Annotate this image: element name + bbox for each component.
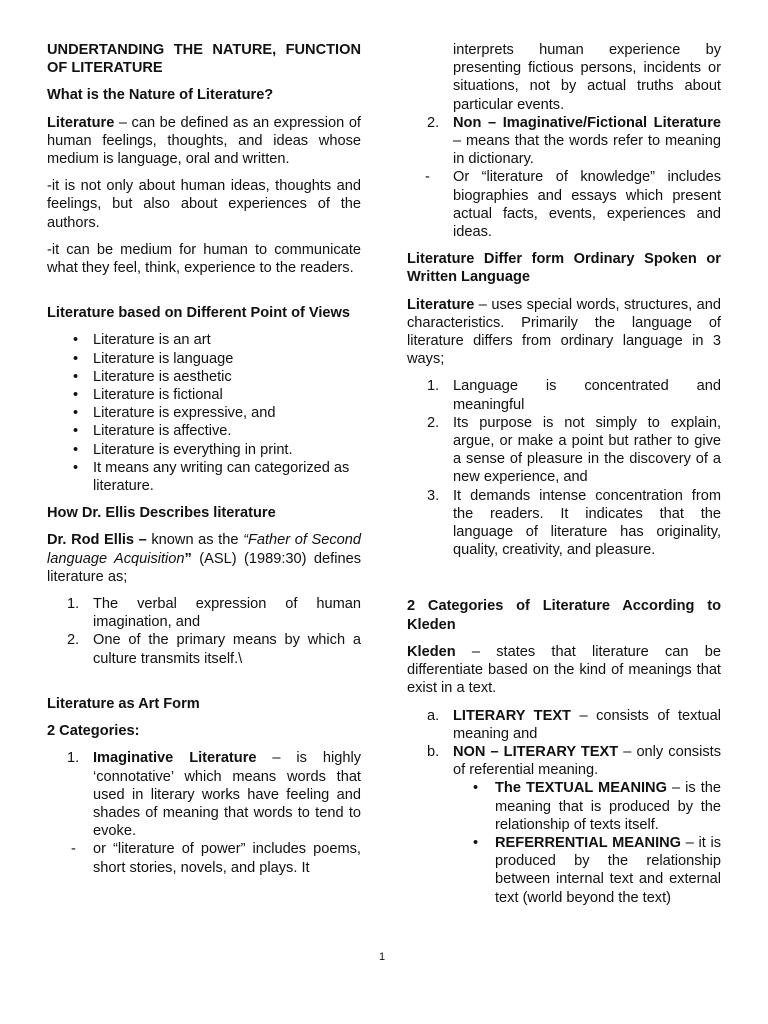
term-textual-meaning: The TEXTUAL MEANING bbox=[495, 780, 667, 797]
term-literature: Literature bbox=[407, 296, 475, 313]
differ-paragraph bbox=[407, 296, 721, 369]
ellis-title: “Father of Second language Acquisition bbox=[47, 532, 361, 567]
literature-definition bbox=[47, 114, 361, 169]
list-item-text: Literature is aesthetic bbox=[93, 368, 232, 385]
list-item-text: – consists of textual meaning and bbox=[453, 707, 721, 742]
art-categories-list bbox=[47, 749, 361, 876]
list-item-text: It means any writing can categorized as literature. bbox=[93, 459, 350, 495]
bullet-icon: • bbox=[73, 459, 79, 476]
list-item-text: – means that the words refer to meaning in dictionary. bbox=[453, 133, 721, 168]
list-letter: a. bbox=[427, 707, 440, 724]
ways-list bbox=[407, 377, 721, 559]
list-item bbox=[47, 441, 361, 459]
kleden-text: – states that literature can be differentiate based on the kind of meanings that exist in a text. bbox=[407, 643, 721, 697]
spacer bbox=[47, 677, 361, 695]
definition-text: – can be defined as an expression of human feelings, thoughts, and ideas whose medium is language, oral and written. bbox=[47, 114, 361, 168]
heading-categories: 2 Categories: bbox=[47, 723, 140, 740]
list-item-text: – it is produced by the relationship between internal text and external text (world beyond the text) bbox=[495, 834, 721, 906]
list-number: 3. bbox=[427, 487, 440, 504]
list-item bbox=[407, 487, 721, 560]
list-item bbox=[407, 377, 721, 413]
heading-kleden: 2 Categories of Literature According to Kleden bbox=[407, 598, 721, 633]
bullet-icon: • bbox=[73, 441, 79, 458]
heading-ellis: How Dr. Ellis Describes literature bbox=[47, 505, 276, 522]
list-dash: - bbox=[425, 169, 430, 186]
list-item bbox=[47, 386, 361, 404]
list-item-text: or “literature of power” includes poems, short stories, novels, and plays. It bbox=[93, 841, 361, 876]
list-item-text: Literature is language bbox=[93, 350, 234, 367]
list-item bbox=[407, 41, 721, 114]
kleden-paragraph bbox=[407, 643, 721, 698]
list-item bbox=[407, 834, 721, 907]
list-item bbox=[407, 707, 721, 743]
list-item bbox=[47, 404, 361, 422]
bullet-icon: • bbox=[73, 405, 79, 422]
list-item-text: Language is concentrated and meaningful bbox=[453, 378, 721, 413]
list-item-text: Literature is an art bbox=[93, 332, 211, 349]
list-item-text: The verbal expression of human imagination, and bbox=[93, 596, 361, 631]
list-letter: b. bbox=[427, 743, 440, 760]
list-item bbox=[47, 749, 361, 840]
list-item-text: Or “literature of knowledge” includes biographies and essays which present actual facts, events, experiences and ideas. bbox=[453, 169, 721, 241]
bullet-icon: • bbox=[73, 332, 79, 349]
heading-nature: What is the Nature of Literature? bbox=[47, 87, 274, 104]
list-item bbox=[47, 840, 361, 876]
meaning-sublist bbox=[407, 779, 721, 906]
list-dash: - bbox=[71, 841, 76, 858]
list-item bbox=[47, 350, 361, 368]
list-item-text: It demands intense concentration from the readers. It indicates that the language of literature has originality, quality, creativity, and pleasure. bbox=[453, 487, 721, 559]
page-number: 1 bbox=[379, 951, 386, 963]
ellis-name: Dr. Rod Ellis – bbox=[47, 532, 147, 549]
list-item bbox=[407, 414, 721, 487]
term-referential-meaning: REFERRENTIAL MEANING bbox=[495, 834, 682, 851]
list-number: 2. bbox=[67, 632, 80, 649]
bullet-icon: • bbox=[73, 350, 79, 367]
heading-art-form: Literature as Art Form bbox=[47, 695, 200, 712]
bullet-icon: • bbox=[73, 368, 79, 385]
list-item-text: – is highly ‘connotative’ which means words that used in literary works have feeling and shades of meaning that words to tend to evoke. bbox=[93, 750, 361, 840]
bullet-icon: • bbox=[73, 387, 79, 404]
list-item-text: Literature is fictional bbox=[93, 387, 223, 404]
term-literary-text: LITERARY TEXT bbox=[453, 707, 571, 724]
list-item-text: Literature is everything in print. bbox=[93, 441, 293, 458]
list-item bbox=[407, 114, 721, 169]
list-item bbox=[47, 422, 361, 440]
spacer bbox=[407, 568, 721, 597]
ellis-list bbox=[47, 595, 361, 668]
list-item bbox=[47, 331, 361, 349]
bullet-icon: • bbox=[73, 423, 79, 440]
ellis-paragraph bbox=[47, 531, 361, 586]
list-item-text: Its purpose is not simply to explain, argue, or make a point but rather to give a sense of pleasure in the discovery of a new experience, and bbox=[453, 414, 721, 486]
list-item-text: Literature is affective. bbox=[93, 423, 232, 440]
list-item-text: interprets human experience by presenting fictious persons, incidents or situations, not by actual truths about particular events. bbox=[453, 42, 721, 113]
list-item-text: Literature is expressive, and bbox=[93, 405, 276, 422]
heading-differ: Literature Differ form Ordinary Spoken or Written Language bbox=[407, 251, 721, 286]
list-item-text: – only consists of referential meaning. bbox=[453, 743, 721, 779]
ellis-quote-end: ” bbox=[184, 550, 192, 567]
list-item bbox=[47, 631, 361, 667]
list-item bbox=[47, 368, 361, 386]
kleden-categories-list bbox=[407, 707, 721, 780]
paragraph-experiences: -it is not only about human ideas, thoughts and feelings, but also about experiences of the authors. bbox=[47, 178, 361, 231]
heading-points-of-view: Literature based on Different Point of Views bbox=[47, 305, 351, 322]
points-list bbox=[47, 331, 361, 495]
document-title: UNDERTANDING THE NATURE, FUNCTION OF LITERATURE bbox=[47, 42, 361, 77]
list-number: 1. bbox=[67, 750, 80, 767]
paragraph-communicate: -it can be medium for human to communicate what they feel, think, experience to the readers. bbox=[47, 241, 361, 277]
term-non-imaginative: Non – Imaginative/Fictional Literature bbox=[453, 114, 721, 131]
ellis-rest: (ASL) (1989:30) defines literature as; bbox=[47, 550, 361, 585]
list-number: 1. bbox=[67, 596, 80, 613]
list-number: 1. bbox=[427, 378, 440, 395]
list-item bbox=[407, 743, 721, 779]
bullet-icon: • bbox=[473, 780, 479, 797]
term-imaginative: Imaginative Literature bbox=[93, 750, 257, 767]
term-non-literary-text: NON – LITERARY TEXT bbox=[453, 743, 619, 760]
list-number: 2. bbox=[427, 414, 440, 431]
bullet-icon: • bbox=[473, 834, 479, 851]
ellis-known: known as the bbox=[146, 532, 244, 549]
left-column bbox=[47, 41, 361, 877]
list-item-text: One of the primary means by which a culture transmits itself.\ bbox=[93, 632, 361, 667]
list-item bbox=[47, 595, 361, 631]
list-number: 2. bbox=[427, 114, 440, 131]
spacer bbox=[47, 286, 361, 304]
art-categories-continued bbox=[407, 41, 721, 241]
term-literature: Literature bbox=[47, 114, 115, 131]
list-item bbox=[47, 459, 361, 495]
differ-text: – uses special words, structures, and characteristics. Primarily the language of literature differs from ordinary language in 3 ways; bbox=[407, 296, 721, 368]
list-item bbox=[407, 168, 721, 241]
term-kleden: Kleden bbox=[407, 643, 456, 660]
right-column bbox=[407, 41, 721, 907]
list-item bbox=[407, 779, 721, 834]
list-item-text: – is the meaning that is produced by the relationship of texts itself. bbox=[495, 780, 721, 833]
